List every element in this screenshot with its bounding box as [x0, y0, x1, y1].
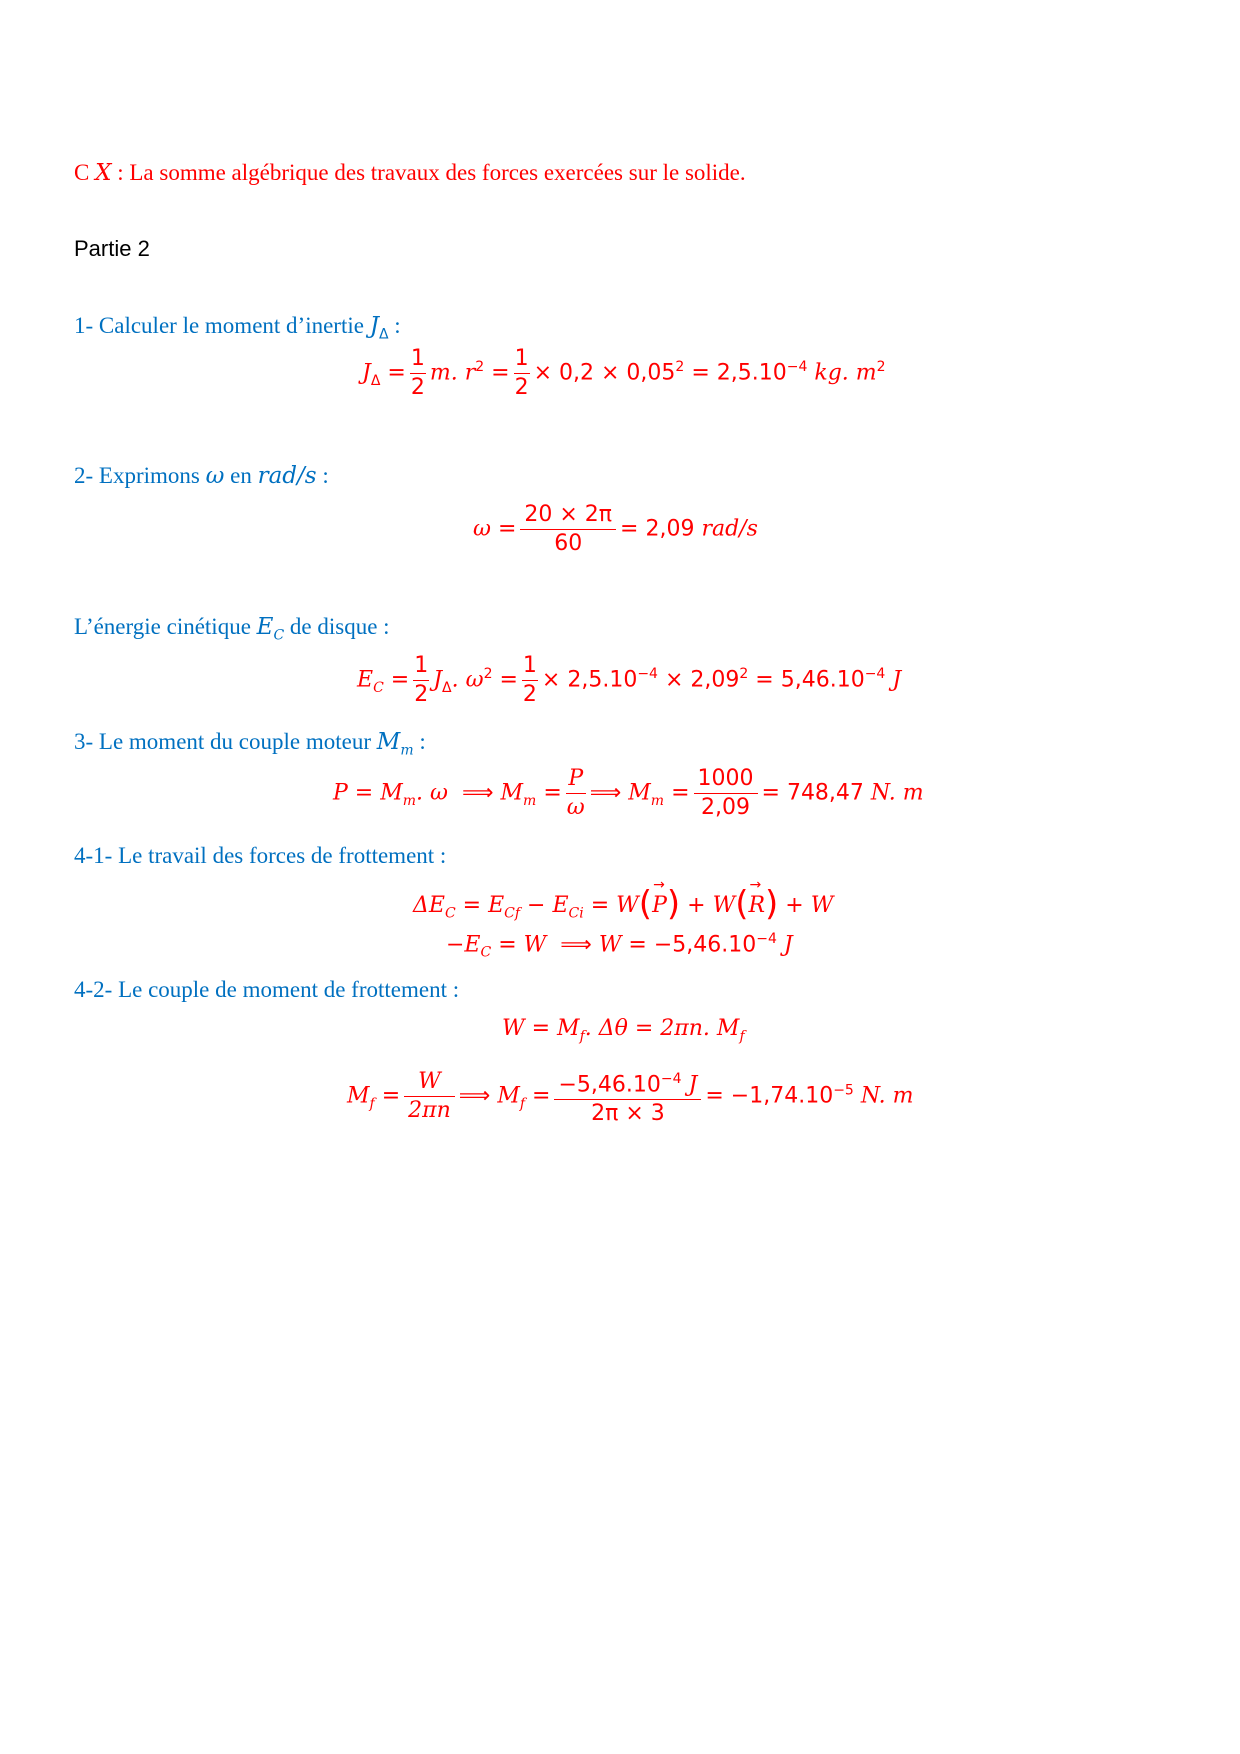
q42-label: 4-2- Le couple de moment de frottement :	[74, 977, 460, 1002]
q1-label-text: 1- Calculer le moment d’inertie	[74, 313, 370, 338]
implies-arrow: ⟹	[461, 780, 494, 806]
eq-term: J	[362, 360, 371, 386]
ec-label: L’énergie cinétique $E_C$ de disque :	[74, 614, 390, 644]
cx-prefix: C	[74, 160, 96, 185]
eq-value: = −1,74.10	[705, 1083, 834, 1109]
fraction: $\frac{-5,46.10^{-4} J}{2\pi \times 3}$	[554, 1066, 701, 1127]
cx-line	[74, 160, 746, 186]
fraction: $\frac{1}{2}$	[522, 653, 537, 707]
q41-equation-2: $-E_C = W$ ⟹ $W = -5,46.10^{-4}$ J	[446, 931, 793, 961]
ec-equation: $E_C$ = $\frac{1}{2}$ $J_\Delta$. $\omega^2$ = $\frac{1}{2}$ × $2,5.10^{-4} \times 2,09^2 = 5,46.10^{-4}$ J	[357, 653, 902, 707]
fraction: $\frac{20 \times 2\pi}{60}$	[520, 502, 616, 557]
q1-suffix: :	[388, 313, 401, 338]
eq-unit: kg. m	[814, 360, 877, 386]
implies-arrow: ⟹	[589, 780, 622, 806]
q1-symbol: J	[369, 313, 379, 339]
fraction: $\frac{1}{2}$	[514, 346, 529, 400]
q1-equation: $J_\Delta$ = $\frac{1}{2}$ m. $r^2$ = $\frac{1}{2}$ × $0,2 \times 0,05^2 = 2,5.10^{-4}$ kg. $m^2$	[362, 346, 886, 400]
eq-term: = 2,5.10	[691, 360, 787, 386]
fraction: $\frac{1}{2}$	[414, 653, 429, 707]
eq-unit: rad/s	[701, 516, 758, 542]
eq-value: = 2,09	[620, 516, 695, 542]
q2-label: 2- Exprimons ω en rad/s :	[74, 463, 329, 489]
q2-symbol: ω	[205, 463, 225, 489]
eq-term: E	[357, 667, 374, 693]
eq-term: m. r	[429, 360, 476, 386]
vector-r: → R	[748, 893, 765, 918]
q3-equation: $P = M_m$. ω ⟹ $M_m$ = $\frac{P}{\omega}$ ⟹ $M_m$ = $\frac{1000}{2,09}$ = 748,47 N. m	[333, 766, 924, 820]
q3-label: 3- Le moment du couple moteur $M_m$ :	[74, 729, 426, 759]
fraction: $\frac{1000}{2,09}$	[694, 766, 758, 821]
q41-label: 4-1- Le travail des forces de frottement :	[74, 843, 447, 868]
q42-equation-2: $M_f$ = $\frac{W}{2\pi n}$ ⟹ $M_f$ = $\frac{-5,46.10^{-4} J}{2\pi \times 3}$ = $-1,74.10^{-5}$ N. m	[347, 1066, 914, 1127]
q1-symbol-sub: Δ	[378, 326, 389, 343]
eq-value: −5,46.10	[653, 932, 757, 958]
eq-term: × 0,2 × 0,05	[533, 360, 676, 386]
fraction: $\frac{W}{2\pi n}$	[404, 1069, 455, 1124]
q2-unit: rad/s	[257, 463, 317, 489]
cx-var: X	[95, 160, 112, 186]
eq-unit: N. m	[860, 1083, 914, 1109]
ec-symbol: E	[256, 614, 274, 640]
eq-term: ω	[473, 516, 491, 542]
implies-arrow: ⟹	[560, 932, 592, 958]
cx-text: : La somme algébrique des travaux des forces exercées sur le solide.	[111, 160, 746, 185]
vector-p: → P	[652, 893, 667, 918]
q1-label	[74, 313, 401, 343]
eq-unit: N. m	[870, 780, 924, 806]
q3-symbol: M	[376, 729, 401, 755]
eq-value: = 748,47	[761, 780, 864, 806]
eq-unit: J	[783, 932, 793, 958]
eq-sub: Δ	[370, 372, 381, 389]
fraction: $\frac{1}{2}$	[410, 346, 425, 400]
q2-equation: ω = $\frac{20 \times 2\pi}{60}$ = 2,09 rad/s	[473, 502, 758, 556]
q42-equation-1: $W = M_f$. Δθ = 2πn. $M_f$	[502, 1016, 745, 1045]
q41-equation-1: $\Delta E_C = E_{Cf} - E_{Ci} = W(\to P) + W(\to R) + W$	[413, 884, 833, 924]
implies-arrow: ⟹	[458, 1083, 491, 1109]
fraction: $\frac{P}{\omega}$	[566, 766, 585, 820]
section-title: Partie 2	[74, 236, 150, 261]
eq-unit: J	[892, 667, 902, 693]
